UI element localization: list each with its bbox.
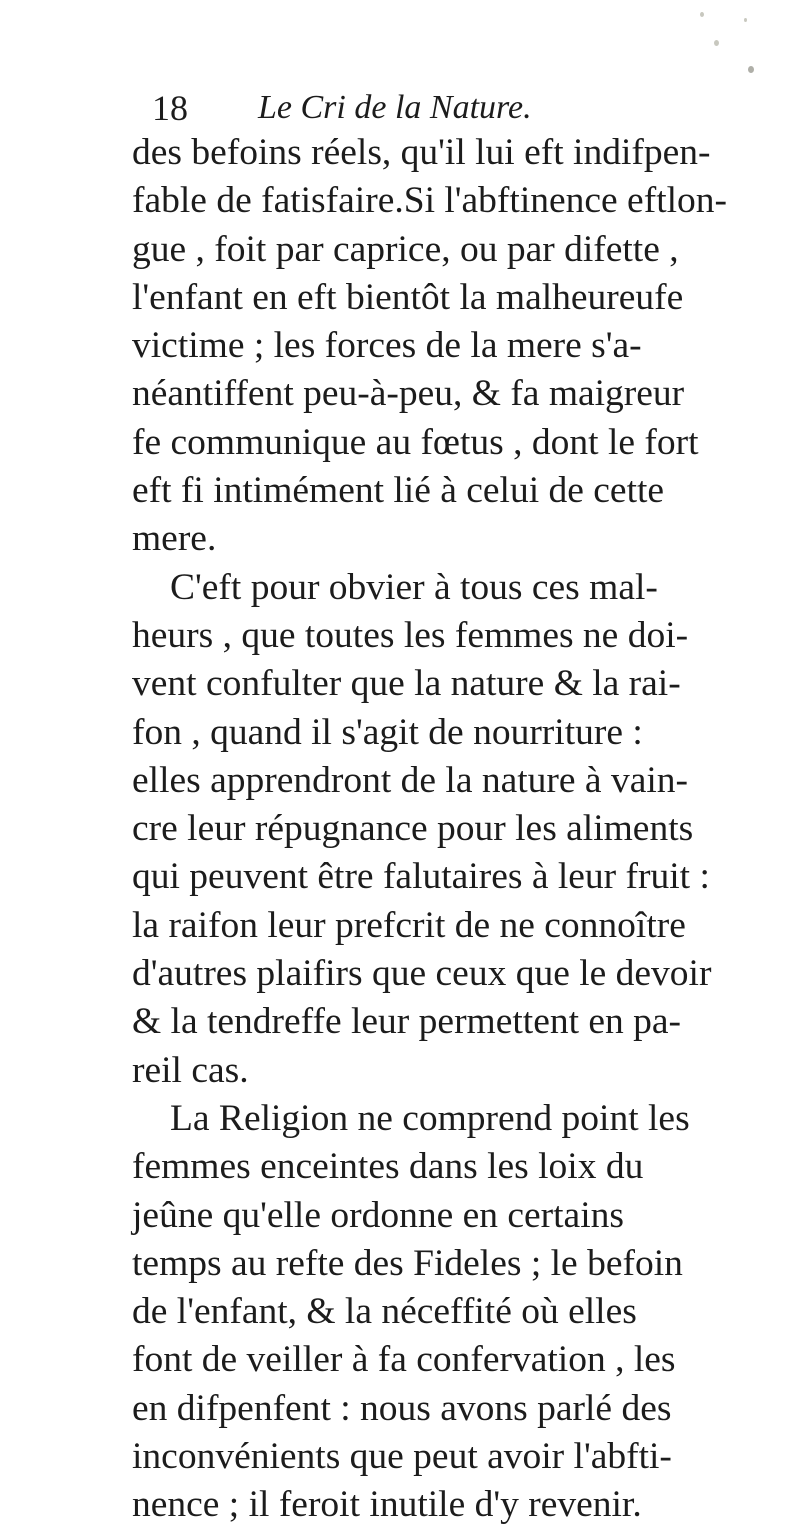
running-title: Le Cri de la Nature. <box>258 89 532 126</box>
text-line: fon , quand il s'agit de nourriture : <box>132 711 643 753</box>
paragraph-first-line: C'eft pour obvier à tous ces mal- <box>170 566 658 608</box>
text-line: l'enfant en eft bientôt la malheureufe <box>132 276 684 318</box>
text-line: en difpenfent : nous avons parlé des <box>132 1387 672 1429</box>
page-header <box>152 86 752 130</box>
text-line: néantiffent peu-à-peu, & fa maigreur <box>132 373 685 415</box>
paper-speck <box>744 18 747 22</box>
text-line: vent confulter que la nature & la rai- <box>132 663 681 705</box>
text-line: fe communique au fœtus , dont le fort <box>132 421 699 463</box>
text-line: reil cas. <box>132 1049 249 1091</box>
text-line: jeûne qu'elle ordonne en certains <box>132 1194 624 1236</box>
text-line: d'autres plaifirs que ceux que le devoir <box>132 953 712 995</box>
text-line: font de veiller à fa confervation , les <box>132 1339 676 1381</box>
text-line: inconvénients que peut avoir l'abfti- <box>132 1436 672 1478</box>
page-number: 18 <box>152 88 188 128</box>
text-line: & la tendreffe leur permettent en pa- <box>132 1001 682 1043</box>
text-line: heurs , que toutes les femmes ne doi- <box>132 614 689 656</box>
text-line: nence ; il feroit inutile d'y revenir. <box>132 1484 642 1526</box>
body-text <box>132 129 792 1530</box>
paper-speck <box>700 12 704 17</box>
text-line: temps au refte des Fideles ; le befoin <box>132 1242 683 1284</box>
text-line: eft fi intimément lié à celui de cette <box>132 470 665 512</box>
paper-speck <box>714 40 719 46</box>
paper-speck <box>748 66 754 73</box>
text-line: fable de fatisfaire.Si l'abftinence eftlon- <box>132 180 728 222</box>
text-line: de l'enfant, & la néceffité où elles <box>132 1291 637 1333</box>
text-line: cre leur répugnance pour les aliments <box>132 808 694 850</box>
text-line: femmes enceintes dans les loix du <box>132 1146 644 1188</box>
text-line: gue , foit par caprice, ou par difette , <box>132 228 679 270</box>
text-line: la raifon leur prefcrit de ne connoître <box>132 904 686 946</box>
paragraph-first-line: La Religion ne comprend point les <box>170 1097 690 1139</box>
text-line: elles apprendront de la nature à vain- <box>132 759 688 801</box>
text-line: qui peuvent être falutaires à leur fruit : <box>132 856 710 898</box>
text-line: des befoins réels, qu'il lui eft indifpen- <box>132 132 711 173</box>
text-line: mere. <box>132 518 217 560</box>
text-line: victime ; les forces de la mere s'a- <box>132 325 642 367</box>
paper-specks <box>696 10 756 80</box>
